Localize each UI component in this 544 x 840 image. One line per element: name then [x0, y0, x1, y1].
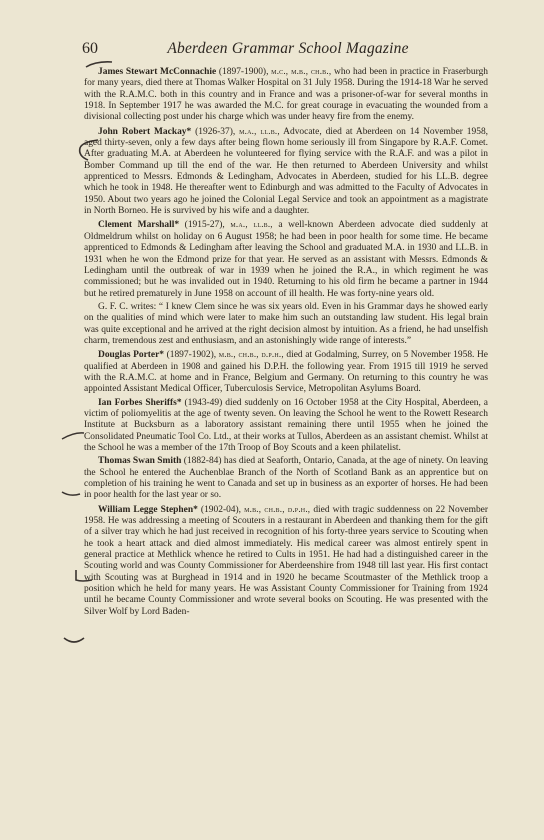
obituary-entry: [84, 349, 488, 395]
entry-text: died at Godalming, Surrey, on 5 November 1958. He qualified at Aberdeen in 1908 and gained his D.P.H. the following year. From 1915 till 1919 he served with the R.A.M.C. at home and in France, Belgium and Germany. On returning to this country he was appointed Assistant Medical Officer, Tuberculosis Service, Metropolitan Asylums Board.: [84, 350, 488, 395]
obituary-entry: [84, 66, 488, 124]
entry-name: James Stewart McConnachie: [98, 67, 217, 77]
entry-name: William Legge Stephen*: [98, 504, 198, 515]
obituary-list: [84, 66, 488, 620]
entry-years: (1897-1902),: [166, 350, 217, 361]
pencil-mark-icon: [62, 632, 86, 646]
pencil-mark-icon: [60, 428, 86, 442]
entry-qualifications: m.b., ch.b., d.p.h.,: [218, 349, 284, 360]
obituary-entry: [84, 126, 488, 218]
obituary-entry: [84, 219, 488, 299]
entry-text: Advocate, died at Aberdeen on 14 November 1958, aged thirty-seven, only a few days after being flown home seriously ill from Singapore by R.A.F. Comet. After graduating M.A. at Aberdeen he volunteered for flying service with the R.A.F. and was a pilot in Bomber Command up till the end of the war. He then returned to Aberdeen University and whilst apprenticed to Messrs. Edmonds & Ledingham, Advocates in Aberdeen, studied for his LL.B. degree which he took in 1948. He thereafter went to Edinburgh and was admitted to the Faculty of Advocates in 1950. About two years ago he joined the Colonial Legal Service and took an appointment as a magistrate in North Borneo. He is survived by his wife and a daughter.: [84, 126, 489, 217]
entry-qualifications: m.c., m.b., ch.b.,: [271, 66, 332, 76]
tribute-note: G. F. C. writes: “ I knew Clem since he was six years old. Even in his Grammar days he showed early on the qualities of mind which were later to make him such an outstanding law student. His legal brain was quite exceptional and he arrived at the right decision almost by intuition. As a friend, he had unselfish charm, tremendous zest and enthusiasm, and an astonishingly wide range of interests.”: [84, 301, 488, 346]
entry-years: (1902-04),: [200, 504, 242, 515]
entry-name: Thomas Swan Smith: [98, 456, 182, 467]
entry-name: Clement Marshall*: [98, 220, 180, 231]
entry-years: (1897-1900),: [218, 67, 269, 77]
running-title: Aberdeen Grammar School Magazine: [167, 40, 409, 57]
page-header: [82, 40, 494, 62]
obituary-entry: [84, 504, 488, 618]
entry-years: (1926-37),: [195, 126, 236, 137]
obituary-entry: [84, 456, 488, 501]
entry-qualifications: m.a., ll.b.,: [239, 125, 280, 136]
entry-text: died with tragic suddenness on 22 November 1958. He was addressing a meeting of Scouters in a restaurant in Aberdeen and thanking them for the gift of a silver tray which he had just received in recognition of his forty-three years service to Scouting when he took a heart attack and died almost immediately. His medical career was almost entirely spent in general practice at Methlick whence he retired to Cults in 1951. He had had a distinguished career in the Scouting world and was County Commissioner for Aberdeenshire from 1948 till last year. His first contact with Scouting was at Burghead in 1914 and in 1920 he became Scoutmaster of the Methlick troop a position which he held for many years. He was Assistant County Commissioner for Training from 1924 until he became County Commissioner and wrote several books on Scouting. He was presented with the Silver Wolf by Lord Baden-: [84, 504, 488, 617]
entry-years: (1943-49): [184, 397, 223, 408]
entry-years: (1915-27),: [184, 220, 225, 231]
entry-name: John Robert Mackay*: [98, 126, 192, 137]
pencil-mark-icon: [60, 488, 82, 500]
entry-text: who had been in practice in Fraserburgh for many years, died there at Thomas Walker Hospital on 31 July 1958. During the 1914-18 War he served with the R.A.M.C. both in this country and in France and was a prisoner-of-war for several months in 1918. In September 1917 he was awarded the M.C. for great courage in evacuating the wounded from a divisional collecting post under his charge which was under heavy fire from the enemy.: [84, 67, 489, 123]
entry-years: (1882-84): [183, 456, 222, 467]
entry-text: a well-known Aberdeen advocate died suddenly at Oldmeldrum whilst on holiday on 6 August 1958; he had been in poor health for some time. He became apprenticed to Edmonds & Ledingham after leaving the School and graduated M.A. in 1930 and LL.B. in 1931 when he won the Edmond prize for that year. He served as an assistant with Messrs. Edmonds & Ledingham until the outbreak of war in 1939 when he joined the R.A., in which regiment he was commissioned; but he was invalided out in 1940. Returning to his old firm he became a partner in 1944 but he retired prematurely in June 1958 on account of ill health. He was forty-nine years old.: [84, 220, 488, 299]
entry-text: died suddenly on 16 October 1958 at the City Hospital, Aberdeen, a victim of poliomyelitis at the age of twenty seven. On leaving the School he went to the Rowett Research Institute at Bucksburn as a laboratory assistant remaining there until 1955 when he joined the Consolidated Pneumatic Tool Co. Ltd., at their works at Tullos, Aberdeen as an assistant chemist. Whilst at the School he was a member of the 17th Troop of Boy Scouts and a keen philatelist.: [84, 397, 488, 453]
entry-name: Ian Forbes Sheriffs*: [98, 397, 182, 408]
entry-name: Douglas Porter*: [98, 350, 164, 361]
entry-qualifications: m.b., ch.b., d.p.h.,: [244, 503, 311, 514]
page-number: 60: [82, 40, 98, 57]
obituary-entry: [84, 398, 488, 455]
entry-text: has died at Seaforth, Ontario, Canada, at the age of ninety. On leaving the School he entered the Auchenblae Branch of the North of Scotland Bank as an apprentice but on completion of his training he went to Canada and set up in business as an exporter of horses. He had been in poor health for the last year or so.: [84, 456, 489, 501]
entry-qualifications: m.a., ll.b.,: [230, 219, 273, 230]
